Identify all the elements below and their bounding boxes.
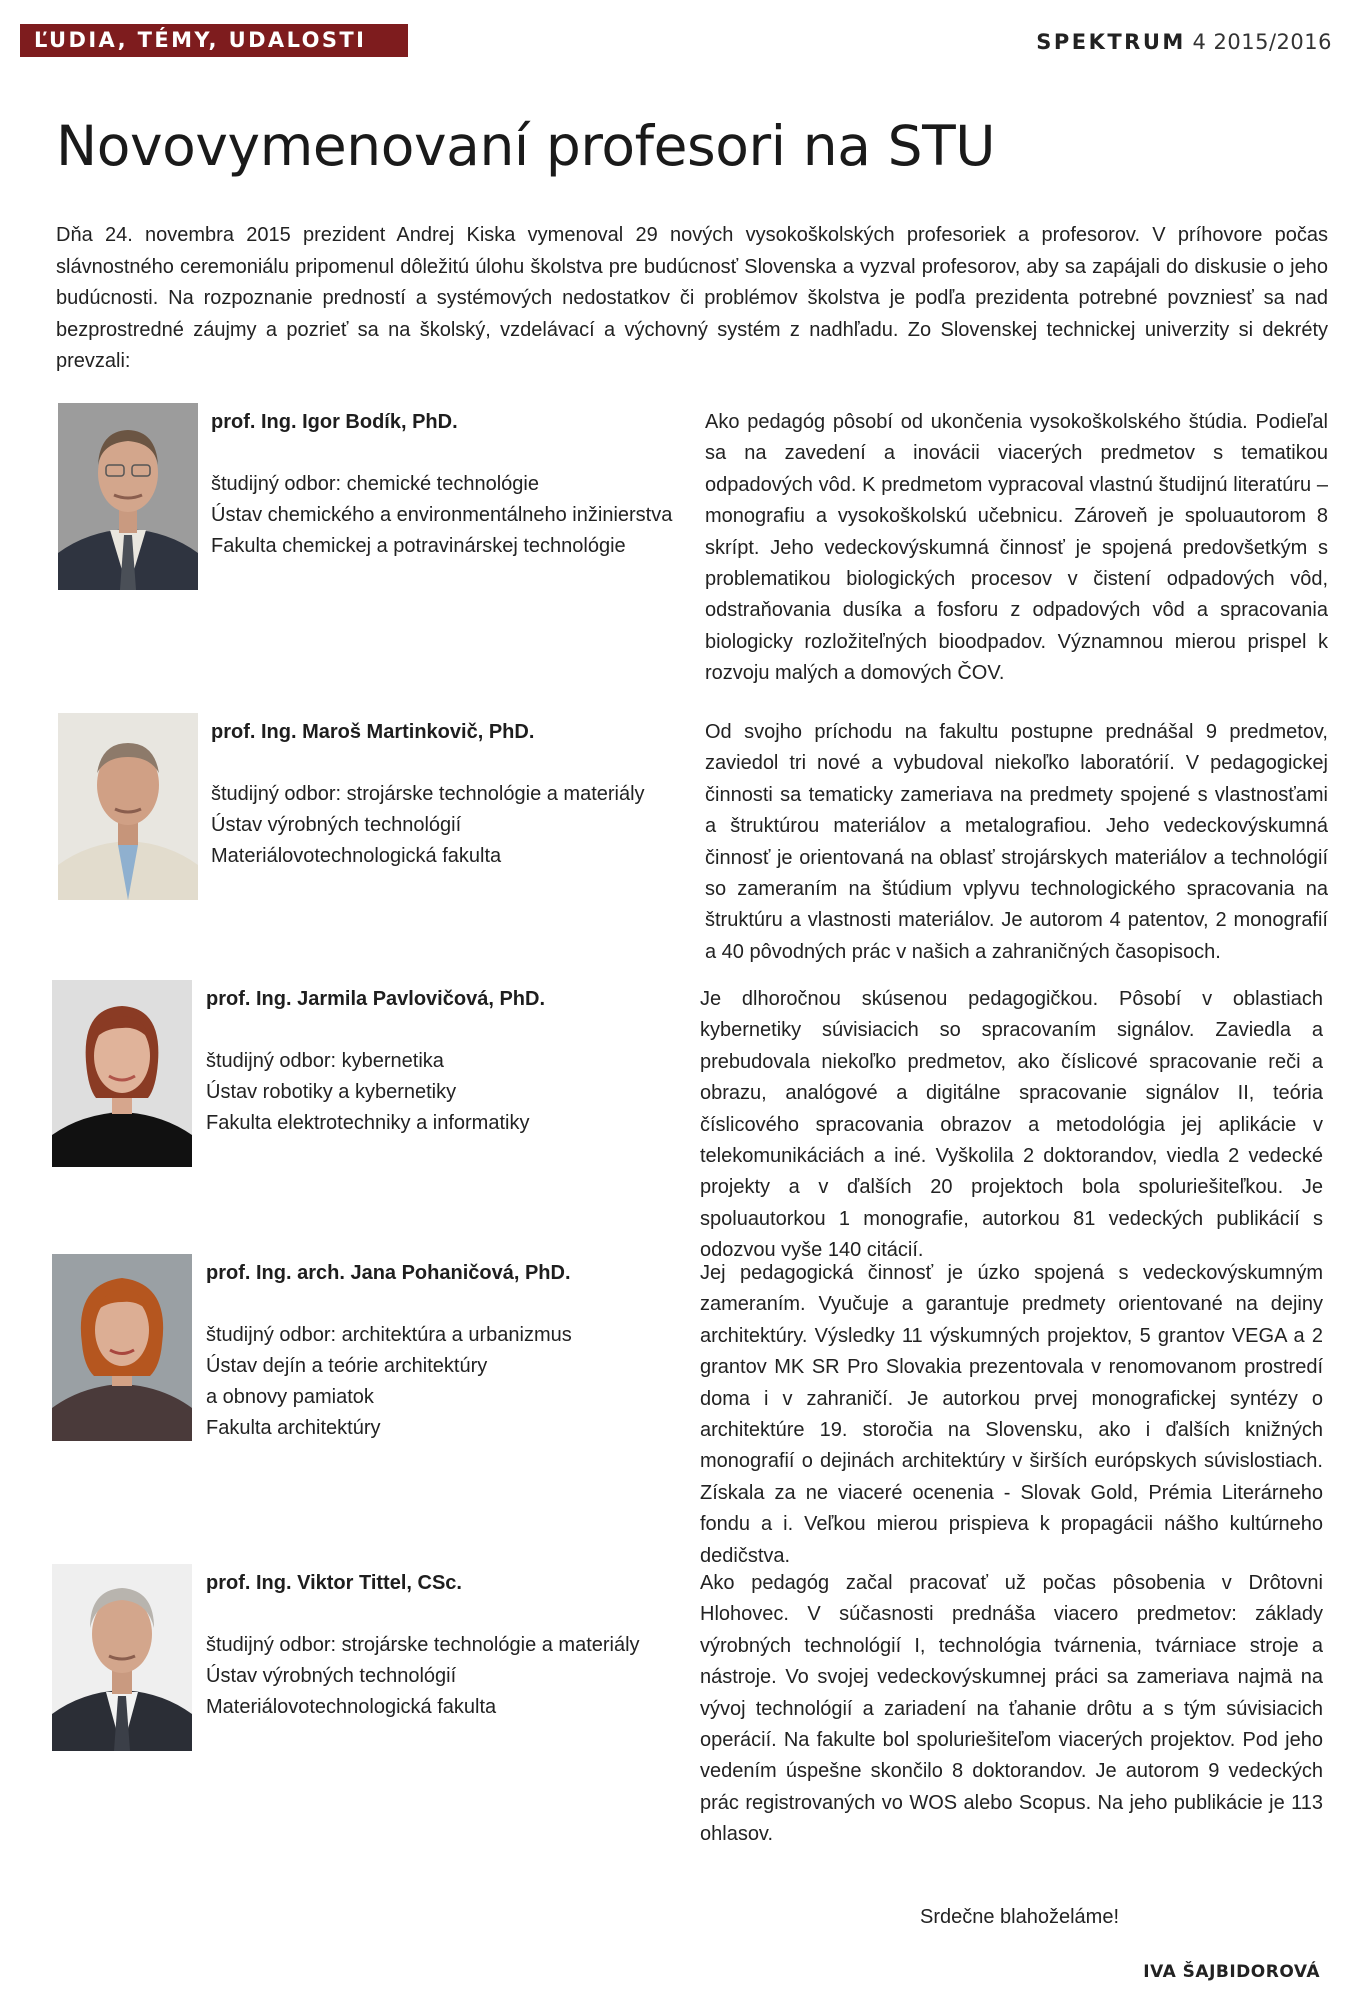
professor-name: prof. Ing. Jarmila Pavlovičová, PhD. [206, 988, 545, 1010]
professor-name: prof. Ing. arch. Jana Pohaničová, PhD. [206, 1262, 571, 1284]
closing-greeting: Srdečne blahoželáme! [920, 1906, 1120, 1928]
magazine-issue: 4 2015/2016 [1192, 30, 1332, 54]
professor-bio: Jej pedagogická činnosť je úzko spojená s vedeckovýskumným zameraním. Vyučuje a garantuje predmety orientované na dejiny architektúry. Výsledky 11 výskumných projektov, 5 grantov VEGA a 2 grantov MK SR Pro Slovakia prezentovala v renomovanom prostredí doma i v zahraničí. Je autorkou prvej monografickej syntézy o architektúre 19. storočia na Slovensku, ako i ďalších knižných monografií o dejinách architektúry v širších európskych súvislostiach. Získala za ne viaceré ocenenia - Slovak Gold, Prémia Literárneho fondu a i. Veľkou mierou prispieva k propagácii nášho kultúrneho dedičstva. [700, 1262, 1323, 1567]
professor-field: študijný odbor: strojárske technológie a materiály [206, 1634, 640, 1656]
professor-bio: Ako pedagóg pôsobí od ukončenia vysokoškolského štúdia. Podieľal sa na zavedení a inovácii viacerých predmetov s tematikou odpadových vôd. K predmetom vypracoval vlastnú študijnú literatúru – monografiu a vysokoškolskú učebnicu. Zároveň je spoluautorom 8 skrípt. Jeho vedeckovýskumná činnosť je spojená predovšetkým s problematikou biologických procesov v čistení odpadových vôd, odstraňovania dusíka a fosforu z odpadových vôd a spracovania biologicky rozložiteľných bioodpadov. Významnou mierou prispel k rozvoju malých a domových ČOV. [705, 411, 1328, 685]
professor-name: prof. Ing. Viktor Tittel, CSc. [206, 1572, 462, 1594]
article-lead: Dňa 24. novembra 2015 prezident Andrej Kiska vymenoval 29 nových vysokoškolských profesoriek a profesorov. V príhovore počas slávnostného ceremoniálu pripomenul dôležitú úlohu školstva pre budúcnosť Slovenska a vyzval profesorov, aby sa zapájali do diskusie o jeho budúcnosti. Na rozpoznanie predností a systémových nedostatkov či problémov školstva je podľa prezidenta potrebné povzniesť sa nad bezprostredné záujmy a pozrieť sa na školský, vzdelávací a výchovný systém z nadhľadu. Zo Slovenskej technickej univerzity si dekréty prevzali: [56, 224, 1328, 372]
professor-institute: Ústav výrobných technológií [206, 1665, 457, 1687]
professor-field: študijný odbor: chemické technológie [211, 473, 539, 495]
professor-photo [58, 403, 198, 590]
article-title: Novovymenovaní profesori na STU [56, 114, 996, 178]
professor-field: študijný odbor: strojárske technológie a materiály [211, 783, 645, 805]
professor-faculty: Materiálovotechnologická fakulta [206, 1696, 497, 1718]
professor-name: prof. Ing. Maroš Martinkovič, PhD. [211, 721, 535, 743]
professor-photo [52, 980, 192, 1167]
professor-field: študijný odbor: architektúra a urbanizmus [206, 1324, 572, 1346]
professor-info [206, 984, 706, 1139]
professor-name: prof. Ing. Igor Bodík, PhD. [211, 411, 458, 433]
professor-field: študijný odbor: kybernetika [206, 1050, 444, 1072]
professor-institute: Ústav dejín a teórie architektúry [206, 1355, 488, 1377]
professor-bio: Je dlhoročnou skúsenou pedagogičkou. Pôsobí v oblastiach kybernetiky súvisiacich so spracovaním signálov. Zaviedla a prebudovala niekoľko predmetov, ako číslicové spracovanie reči a obrazu, analógové a digitálne spracovanie signálov II, teória číslicového spracovania obrazov a metodológia jej aplikácie v telekomunikáciách a iné. Vyškolila 2 doktorandov, viedla 2 vedecké projekty a v ďalších 20 projektoch bola spoluriešiteľkou. Je spoluautorkou 1 monografie, autorkou 81 vedeckých publikácií s odozvou vyše 140 citácií. [700, 988, 1323, 1262]
professor-info [206, 1258, 706, 1444]
professor-institute: Ústav robotiky a kybernetiky [206, 1081, 457, 1103]
professor-bio: Ako pedagóg začal pracovať už počas pôsobenia v Drôtovni Hlohovec. V súčasnosti prednáša viacero predmetov: základy výrobných technológií I, technológia tvárnenia, tvárniace stroje a nástroje. Vo svojej vedeckovýskumnej práci sa zameriava najmä na vývoj technológií a zariadení na ťahanie drôtu a s tým súvisiacich operácií. Na fakulte bol spoluriešiteľom viacerých projektov. Pod jeho vedením úspešne skončilo 8 doktorandov. Je autorom 9 vedeckých prác registrovaných vo WOS alebo Scopus. Na jeho publikácie je 113 ohlasov. [700, 1572, 1323, 1846]
professor-photo [52, 1564, 192, 1751]
professor-faculty: Fakulta chemickej a potravinárskej technológie [211, 535, 626, 557]
professor-institute-continued: a obnovy pamiatok [206, 1386, 374, 1408]
professor-faculty: Fakulta elektrotechniky a informatiky [206, 1112, 530, 1134]
professor-info [211, 407, 711, 562]
professor-institute: Ústav chemického a environmentálneho inžinierstva [211, 504, 673, 526]
professor-photo [58, 713, 198, 900]
professor-info [211, 717, 711, 872]
magazine-masthead [1036, 26, 1332, 58]
professor-photo [52, 1254, 192, 1441]
professor-info [206, 1568, 706, 1723]
magazine-name: SPEKTRUM [1036, 30, 1186, 54]
article-author: IVA ŠAJBIDOROVÁ [1143, 1962, 1320, 1982]
section-label: ĽUDIA, TÉMY, UDALOSTI [20, 24, 408, 57]
professor-faculty: Fakulta architektúry [206, 1417, 381, 1439]
professor-faculty: Materiálovotechnologická fakulta [211, 845, 502, 867]
professor-bio: Od svojho príchodu na fakultu postupne prednášal 9 predmetov, zaviedol tri nové a vybudoval niekoľko laboratórií. V pedagogickej činnosti sa tematicky zameriava na predmety spojené s vlastnosťami a štruktúrou materiálov a metalografiou. Jeho vedeckovýskumná činnosť je orientovaná na oblasť strojárskych materiálov a technológií so zameraním na štúdium vplyvu technologického spracovania na štruktúru a vlastnosti materiálov. Je autorom 4 patentov, 2 monografií a 40 pôvodných prác v našich a zahraničných časopisoch. [705, 721, 1328, 963]
professor-institute: Ústav výrobných technológií [211, 814, 462, 836]
